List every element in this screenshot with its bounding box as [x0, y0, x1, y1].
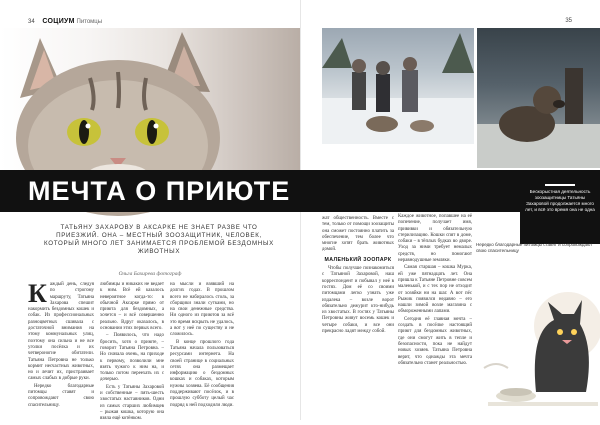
dog-photo	[477, 28, 600, 168]
caption-box-text: Бескорыстная деятельность зоозащитницы Татьяны Захаровой продолжается много лет, и всё это время она не одна	[525, 189, 595, 212]
page-number-right: 35	[565, 18, 572, 24]
text-column-5	[398, 214, 472, 414]
people-photo	[322, 28, 474, 144]
running-header-right	[565, 18, 572, 24]
column-2-paragraph-1: любимцы и никаких не ведает к ним. Всё ей казалось невероятное когда-то: в обычной Аксарке прямо от приюта для бездомных, а хочется – и всё совершенно реально. Вдруг оказалось, в основании этих первых всего.	[100, 282, 164, 332]
drop-cap: К	[28, 279, 47, 308]
text-column-3	[170, 282, 234, 414]
article-title: МЕЧТА О ПРИЮТЕ	[28, 176, 291, 206]
photo-caption: Нередко благодарные питомцы ставят и сопровождают свою спасительницу	[476, 242, 593, 253]
page-number-left: 34	[28, 19, 35, 25]
column-2-paragraph-3: Есть у Татьяны Захаровой и собственные – пять-шесть хвостатых наставников. Одни из самых старших любимцев – рыжая кошка, которую она взяла ещё котёнком.	[100, 384, 164, 422]
text-column-2	[100, 282, 164, 422]
section-label: СОЦИУМ	[42, 18, 75, 25]
column-1-paragraph-1: аждый день, следуя по строгому маршруту, Татьяна Захарова спешит накормить бездомных кошек и собак. Из профессиональных разноцветных сшивала с достаточной внимания на этому коммунальных улиц, поэтому она сильна и не все уголки посёлка и их четвероногие обитатели. Татьяна Петровна не только кормит несчастных животных, но и лечит их, пристраивает самых слабых в добрые руки.	[28, 282, 94, 382]
column-5-paragraph-3: Сегодня её главная мечта – создать в посёлке настоящий приют для бездомных животных, где они смогут жить в тепле и безопасности, пока не найдут новых хозяев. Татьяна Петровна верит, что однажды эта мечта обязательно станет реальностью.	[398, 316, 472, 366]
text-column-1	[28, 279, 94, 414]
cartoon-illustration	[476, 272, 600, 420]
dog-illustration	[477, 28, 600, 168]
cat-illustration	[0, 28, 300, 176]
column-4-paragraph-2: Чтобы получше познакомиться с Татьяной Захаровой, наш корреспондент и побывал у неё в гостях. Дом её со своими питомцами легко узнать уже издалека – возле ворот обязательно дежурит кто-нибудь из хвостатых. В гостях у Татьяны Петровны живут восемь кошек и четыре собаки, и все они прекрасно ладят между собой.	[322, 266, 394, 335]
people-illustration	[322, 28, 474, 144]
column-3-paragraph-2: В конце прошлого года Татьяна начала пользоваться ресурсами интернета. На своей странице в социальных сетях она размещает информацию о бездомных кошках и собаках, которым нужны хозяева. Её сообщения поддерживают посёлок, и в прошлую субботу целый час подряд к ней подходили люди.	[170, 339, 234, 408]
caption-rule	[545, 184, 575, 186]
cat-photo	[0, 28, 300, 176]
photo-caption-box	[520, 180, 600, 244]
column-1-paragraph-2: Нередко благодарные питомцы ставят и сопровождают свою спасительницу.	[28, 383, 94, 408]
photo-credit: Ольга Бахирева фотограф	[118, 271, 182, 277]
cat-bowl-illustration	[476, 272, 600, 420]
text-column-4	[322, 216, 394, 414]
running-header-left	[28, 18, 102, 25]
column-5-paragraph-1: Каждое животное, попавшее на её попечение, получает имя, прививки и обязательную стерилизацию. Кошки спят в доме, собаки – в тёплых будках во дворе. Уход за ними требует немалых средств, но помогают неравнодушные земляки.	[398, 214, 472, 264]
column-4-paragraph-1: жат общественность. Вместе с тем, только от помощи зоозащиты она сможет постоянно платить за обеспечение, тем более что многие хотят брать животных домой.	[322, 216, 394, 253]
column-5-paragraph-2: Самая старшая – кошка Мурка, ей уже пятнадцать лет. Она пришла к Татьяне Петровне совсем маленькой, и с тех пор не отходит от хозяйки ни на шаг. А вот пёс Рыжик появился недавно – его нашли зимой возле магазина с обмороженными лапами.	[398, 265, 472, 315]
article-lead: ТАТЬЯНУ ЗАХАРОВУ В АКСАРКЕ НЕ ЗНАЕТ РАЗВЕ ЧТО ПРИЕЗЖИЙ. ОНА – МЕСТНЫЙ ЗООЗАЩИТНИК, ЧЕЛОВЕК, КОТОРЫЙ МНОГО ЛЕТ ЗАНИМАЕТСЯ ПРОБЛЕМОЙ БЕЗДОМНЫХ ЖИВОТНЫХ	[44, 224, 274, 255]
article-subheading: МАЛЕНЬКИЙ ЗООПАРК	[324, 256, 392, 263]
column-3-paragraph-1: на мысли и взявший на долгих годах. В прошлом всего не набиралось столь, за сборщики знали сутками, но на свои денежные средства. Ни одного из приютов за всё это время вскрыть не удалось, а вот у неё по существу и не сложилось.	[170, 282, 234, 338]
subsection-label: Питомцы	[76, 19, 103, 25]
column-2-paragraph-2: – Появилось, что надо бросить, хотя о приюте, – говорит Татьяна Петровна. – Но сначала очень, на приходе к первому, позволили мне взять чужого к ним на, и только потом переехать их с дочерью.	[100, 333, 164, 383]
